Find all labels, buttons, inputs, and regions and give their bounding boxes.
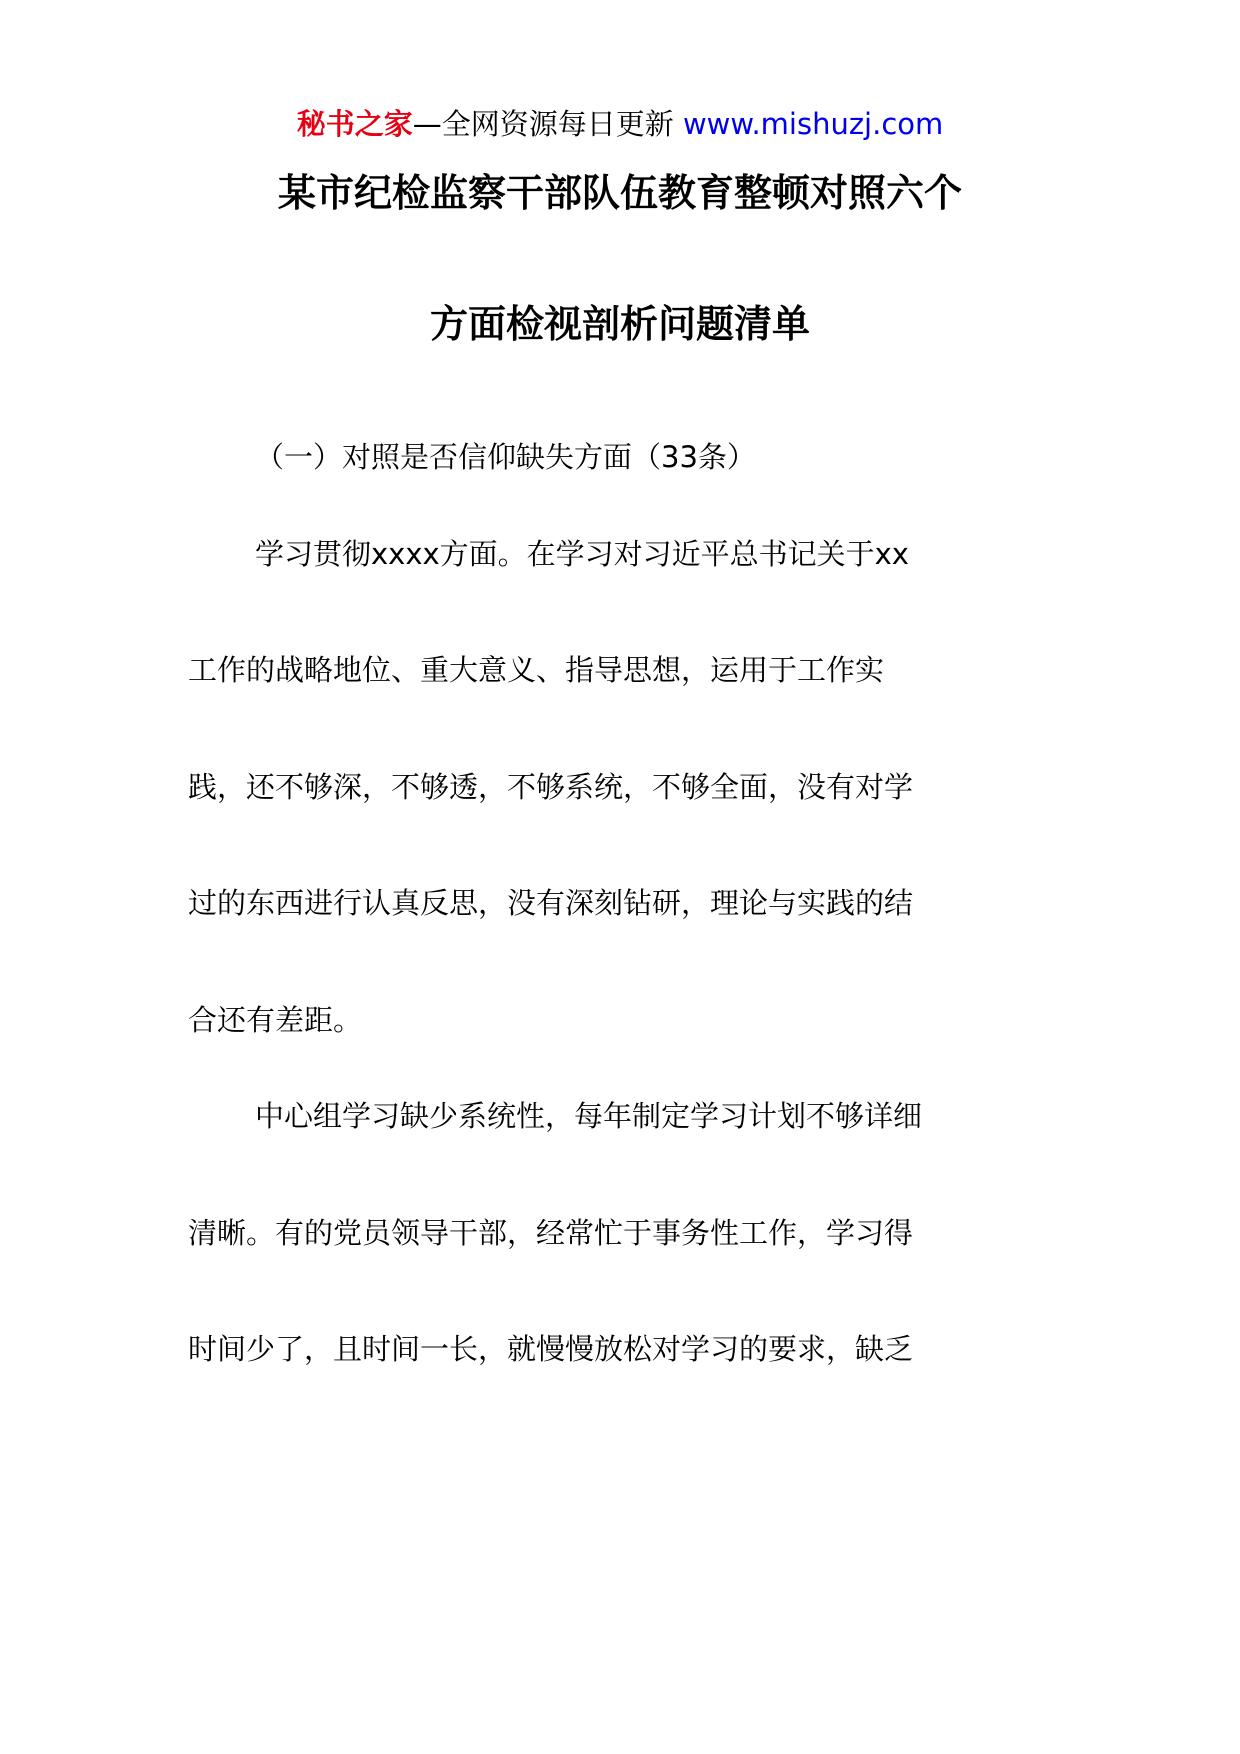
paragraph-1-line-1: 学习贯彻xxxx方面。在学习对习近平总书记关于xx (255, 537, 909, 571)
paragraph-1-line-3: 践，还不够深，不够透，不够系统，不够全面，没有对学 (188, 770, 914, 804)
paragraph-1-line-5: 合还有差距。 (188, 1003, 363, 1037)
paragraph-1-line-4: 过的东西进行认真反思，没有深刻钻研，理论与实践的结 (188, 886, 914, 920)
paragraph-2-line-3: 时间少了，且时间一长，就慢慢放松对学习的要求，缺乏 (188, 1332, 914, 1366)
paragraph-1-line-2: 工作的战略地位、重大意义、指导思想，运用于工作实 (188, 653, 885, 687)
document-title-line-2: 方面检视剖析问题清单 (429, 302, 810, 346)
section-heading: （一）对照是否信仰缺失方面（33条） (255, 440, 756, 474)
paragraph-2-line-2: 清晰。有的党员领导干部，经常忙于事务性工作，学习得 (188, 1216, 914, 1250)
site-url-link[interactable]: www.mishuzj.com (682, 107, 944, 141)
paragraph-2-line-1: 中心组学习缺少系统性，每年制定学习计划不够详细 (255, 1099, 923, 1133)
site-header (0, 104, 1240, 144)
header-tagline: —全网资源每日更新 (412, 107, 674, 141)
brand-name: 秘书之家 (296, 107, 413, 141)
document-title-line-1: 某市纪检监察干部队伍教育整顿对照六个 (277, 171, 962, 215)
